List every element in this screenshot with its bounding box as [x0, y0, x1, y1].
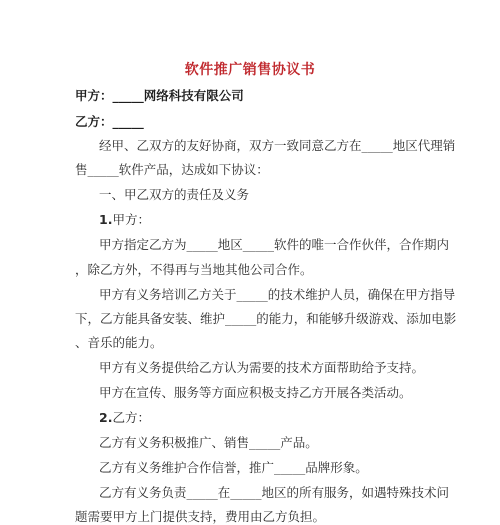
- intro-line-2: 售_____软件产品，达成如下协议：: [75, 162, 269, 177]
- b-paragraph-1: 乙方有义务积极推广、销售_____产品。: [99, 435, 318, 450]
- a-paragraph-2-line-1: 甲方有义务培训乙方关于_____的技术维护人员，确保在甲方指导: [99, 287, 456, 302]
- sub-a-heading: [99, 212, 150, 228]
- section-1-heading: 一、甲乙双方的责任及义务: [99, 187, 250, 202]
- sub-a-label: 甲方：: [112, 212, 150, 227]
- a-paragraph-2-line-3: 、音乐的能力。: [75, 335, 163, 350]
- sub-b-heading: [99, 410, 150, 426]
- sub-b-number: 2.: [99, 410, 113, 425]
- party-a-line: 甲方：_____网络科技有限公司: [75, 88, 244, 103]
- sub-b-label: 乙方：: [112, 410, 150, 425]
- sub-a-number: 1.: [99, 212, 113, 227]
- a-paragraph-4: 甲方在宣传、服务等方面应积极支持乙方开展各类活动。: [99, 385, 412, 400]
- b-paragraph-2: 乙方有义务维护合作信誉，推广_____品牌形象。: [99, 460, 368, 475]
- a-paragraph-2-line-2: 下，乙方能具备安装、维护_____的能力，和能够升级游戏、添加电影: [75, 311, 457, 326]
- a-paragraph-3: 甲方有义务提供给乙方认为需要的技术方面帮助给予支持。: [99, 360, 425, 375]
- a-paragraph-1-line-2: ，除乙方外，不得再与当地其他公司合作。: [75, 262, 313, 277]
- document-title: 软件推广销售协议书: [184, 62, 316, 78]
- a-paragraph-1-line-1: 甲方指定乙方为_____地区_____软件的唯一合作伙伴，合作期内: [99, 237, 450, 252]
- b-paragraph-3-line-2: 题需要甲方上门提供支持，费用由乙方负担。: [75, 509, 326, 524]
- intro-line-1: 经甲、乙双方的友好协商，双方一致同意乙方在_____地区代理销: [99, 138, 456, 153]
- b-paragraph-3-line-1: 乙方有义务负责_____在_____地区的所有服务，如遇特殊技术问: [99, 485, 450, 500]
- party-b-line: 乙方：_____: [75, 114, 144, 129]
